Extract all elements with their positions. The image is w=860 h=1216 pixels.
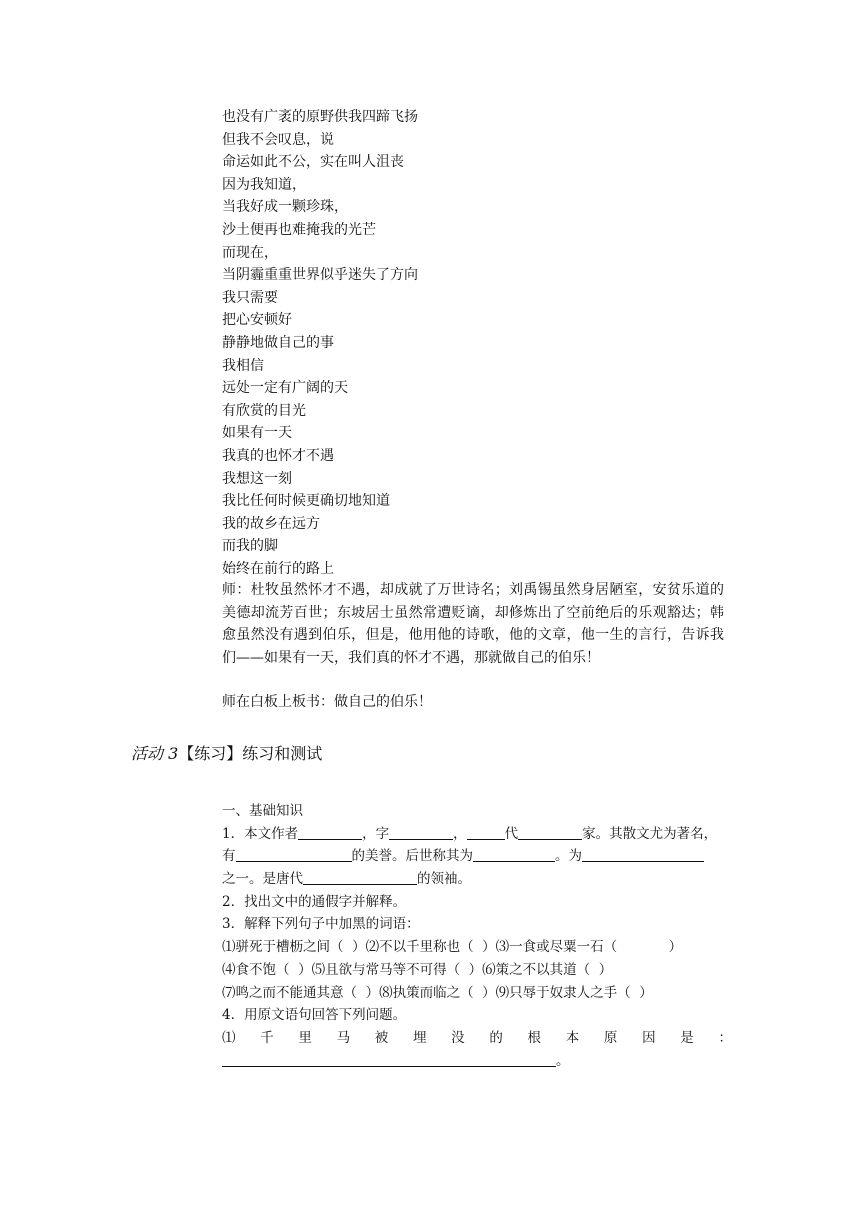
question-3: 3．解释下列句子中加黑的词语： xyxy=(222,916,420,933)
question-1-line-1 xyxy=(222,823,732,846)
q1-text: ， xyxy=(453,825,467,842)
question-4: 4．用原文语句回答下列问题。 xyxy=(222,1007,407,1024)
prompt-char: 是 xyxy=(680,1029,694,1046)
poem-line: 当阴霾重重世界似乎迷失了方向 xyxy=(222,267,418,284)
poem-line: 而现在， xyxy=(222,244,278,261)
q1-text: 。为 xyxy=(555,848,582,865)
activity-number: 活动 3 xyxy=(131,744,179,763)
prompt-char: 千 xyxy=(260,1029,274,1046)
poem-line: 但我不会叹息，说 xyxy=(222,131,334,148)
poem-line: 我相信 xyxy=(222,357,264,374)
activity-title: 【练习】练习和测试 xyxy=(178,744,323,763)
q1-text: 有 xyxy=(222,848,236,865)
answer-blank[interactable] xyxy=(298,825,362,840)
prompt-char: 根 xyxy=(527,1029,541,1046)
poem-line: 我只需要 xyxy=(222,289,278,306)
prompt-char: 的 xyxy=(489,1029,503,1046)
q1-text: 1．本文作者 xyxy=(222,825,299,842)
poem-line: 当我好成一颗珍珠， xyxy=(222,199,348,216)
prompt-char: 马 xyxy=(336,1029,351,1046)
poem-line: 沙土便再也难掩我的光芒 xyxy=(222,221,376,238)
answer-blank[interactable] xyxy=(303,870,417,885)
poem-line: 如果有一天 xyxy=(222,425,292,442)
exercise-section xyxy=(222,800,732,1072)
activity-heading xyxy=(131,742,322,766)
question-3-item-row: ⑷食不饱（ ）⑸且欲与常马等不可得（ ）⑹策之不以其道（ ） xyxy=(222,961,613,978)
poem-line: 我想这一刻 xyxy=(222,470,292,487)
answer-blank[interactable] xyxy=(389,825,453,840)
question-4-1-prompt xyxy=(222,1027,732,1050)
poem-line: 命运如此不公，实在叫人沮丧 xyxy=(222,154,404,171)
board-note: 师在白板上板书：做自己的伯乐！ xyxy=(222,694,432,710)
section-title: 一、基础知识 xyxy=(222,803,303,819)
question-4-1-answer-line xyxy=(222,1050,732,1073)
poem-line: 把心安顿好 xyxy=(222,312,292,329)
poem-line: 而我的脚 xyxy=(222,538,278,555)
prompt-char: 没 xyxy=(451,1029,465,1046)
answer-blank[interactable] xyxy=(222,1052,556,1067)
question-1-line-2 xyxy=(222,845,732,868)
poem-block xyxy=(222,106,722,580)
poem-line: 有欣赏的目光 xyxy=(222,402,306,419)
poem-line: 静静地做自己的事 xyxy=(222,334,334,351)
answer-end-mark: 。 xyxy=(556,1052,570,1069)
prompt-char: 原 xyxy=(603,1029,618,1046)
poem-line: 因为我知道， xyxy=(222,176,306,193)
poem-line: 也没有广袤的原野供我四蹄飞扬 xyxy=(222,109,418,125)
q1-text: 的美誉。后世称其为 xyxy=(351,848,473,865)
question-2: 2．找出文中的通假字并解释。 xyxy=(222,893,407,910)
q1-text: 代 xyxy=(504,825,519,842)
teacher-paragraph: 师：杜牧虽然怀才不遇，却成就了万世诗名；刘禹锡虽然身居陋室，安贫乐道的美德却流芳百世；东坡居士虽然常遭贬谪，却修炼出了空前绝后的乐观豁达；韩愈虽然没有遇到伯乐，但是，他用他的诗歌，他的文章，他一生的言行，告诉我们——如果有一天，我们真的怀才不遇，那就做自己的伯乐！ xyxy=(222,582,724,666)
q1-text: 之一。是唐代 xyxy=(222,871,303,888)
question-3-item-row: ⑴骈死于槽枥之间（ ）⑵不以千里称也（ ）⑶一食或尽粟一石（ ） xyxy=(222,939,683,956)
poem-line: 我比任何时候更确切地知道 xyxy=(222,493,390,510)
prompt-char: 本 xyxy=(565,1029,580,1046)
q1-text: 家。其散文尤为著名， xyxy=(582,825,718,842)
poem-line: 始终在前行的路上 xyxy=(222,560,334,577)
q1-text: ，字 xyxy=(362,825,390,842)
poem-line: 我的故乡在远方 xyxy=(222,515,320,532)
question-1-line-3 xyxy=(222,868,732,891)
answer-blank[interactable] xyxy=(473,847,555,862)
answer-blank[interactable] xyxy=(236,847,352,862)
prompt-char: 里 xyxy=(298,1029,312,1046)
prompt-char: 被 xyxy=(374,1029,389,1046)
answer-blank[interactable] xyxy=(518,825,582,840)
answer-blank[interactable] xyxy=(582,847,704,862)
poem-line: 远处一定有广阔的天 xyxy=(222,380,348,397)
prompt-char: 埋 xyxy=(412,1029,427,1046)
prompt-char: ： xyxy=(718,1029,732,1046)
prompt-char: 因 xyxy=(642,1029,656,1046)
poem-line: 我真的也怀才不遇 xyxy=(222,447,334,464)
question-3-item-row: ⑺鸣之而不能通其意（ ）⑻执策而临之（ ）⑼只辱于奴隶人之手（ ） xyxy=(222,984,653,1001)
q1-text: 的领袖。 xyxy=(417,871,471,888)
prompt-char: ⑴ xyxy=(222,1029,236,1046)
answer-blank[interactable] xyxy=(467,825,505,840)
